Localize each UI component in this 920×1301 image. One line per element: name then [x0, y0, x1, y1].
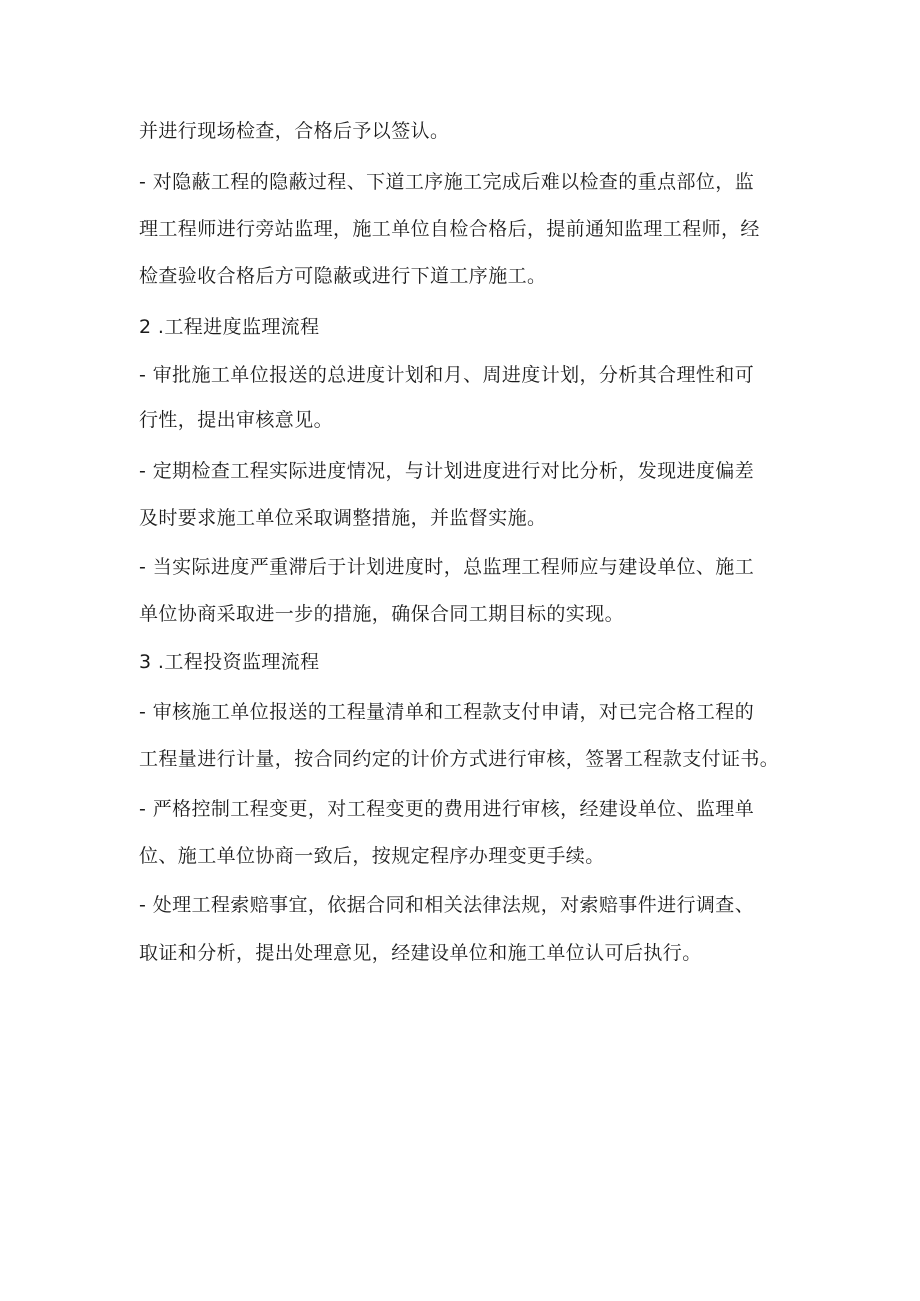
text-line: 位、施工单位协商一致后，按规定程序办理变更手续。	[139, 845, 605, 867]
section-heading: 2 .工程进度监理流程	[139, 316, 320, 338]
text-line: - 定期检查工程实际进度情况，与计划进度进行对比分析，发现进度偏差	[139, 460, 755, 482]
text-line: 单位协商采取进一步的措施，确保合同工期目标的实现。	[139, 603, 625, 625]
text-line: 并进行现场检查，合格后予以签认。	[139, 120, 450, 142]
text-line: 行性，提出审核意见。	[139, 409, 334, 431]
text-line: - 当实际进度严重滞后于计划进度时，总监理工程师应与建设单位、施工	[139, 556, 755, 578]
text-line: 取证和分析，提出处理意见，经建设单位和施工单位认可后执行。	[139, 942, 702, 964]
text-line: - 对隐蔽工程的隐蔽过程、下道工序施工完成后难以检查的重点部位，监	[139, 171, 755, 193]
text-line: - 审核施工单位报送的工程量清单和工程款支付申请，对已完合格工程的	[139, 701, 755, 723]
text-line: 工程量进行计量，按合同约定的计价方式进行审核，签署工程款支付证书。	[139, 748, 780, 770]
text-line: 理工程师进行旁站监理，施工单位自检合格后，提前通知监理工程师，经	[139, 218, 760, 240]
text-line: 检查验收合格后方可隐蔽或进行下道工序施工。	[139, 265, 547, 287]
text-line: - 审批施工单位报送的总进度计划和月、周进度计划，分析其合理性和可	[139, 364, 755, 386]
text-line: 及时要求施工单位采取调整措施，并监督实施。	[139, 507, 547, 529]
text-line: - 处理工程索赔事宜，依据合同和相关法律法规，对索赔事件进行调查、	[139, 894, 755, 916]
section-heading: 3 .工程投资监理流程	[139, 651, 320, 673]
text-line: - 严格控制工程变更，对工程变更的费用进行审核，经建设单位、监理单	[139, 798, 755, 820]
